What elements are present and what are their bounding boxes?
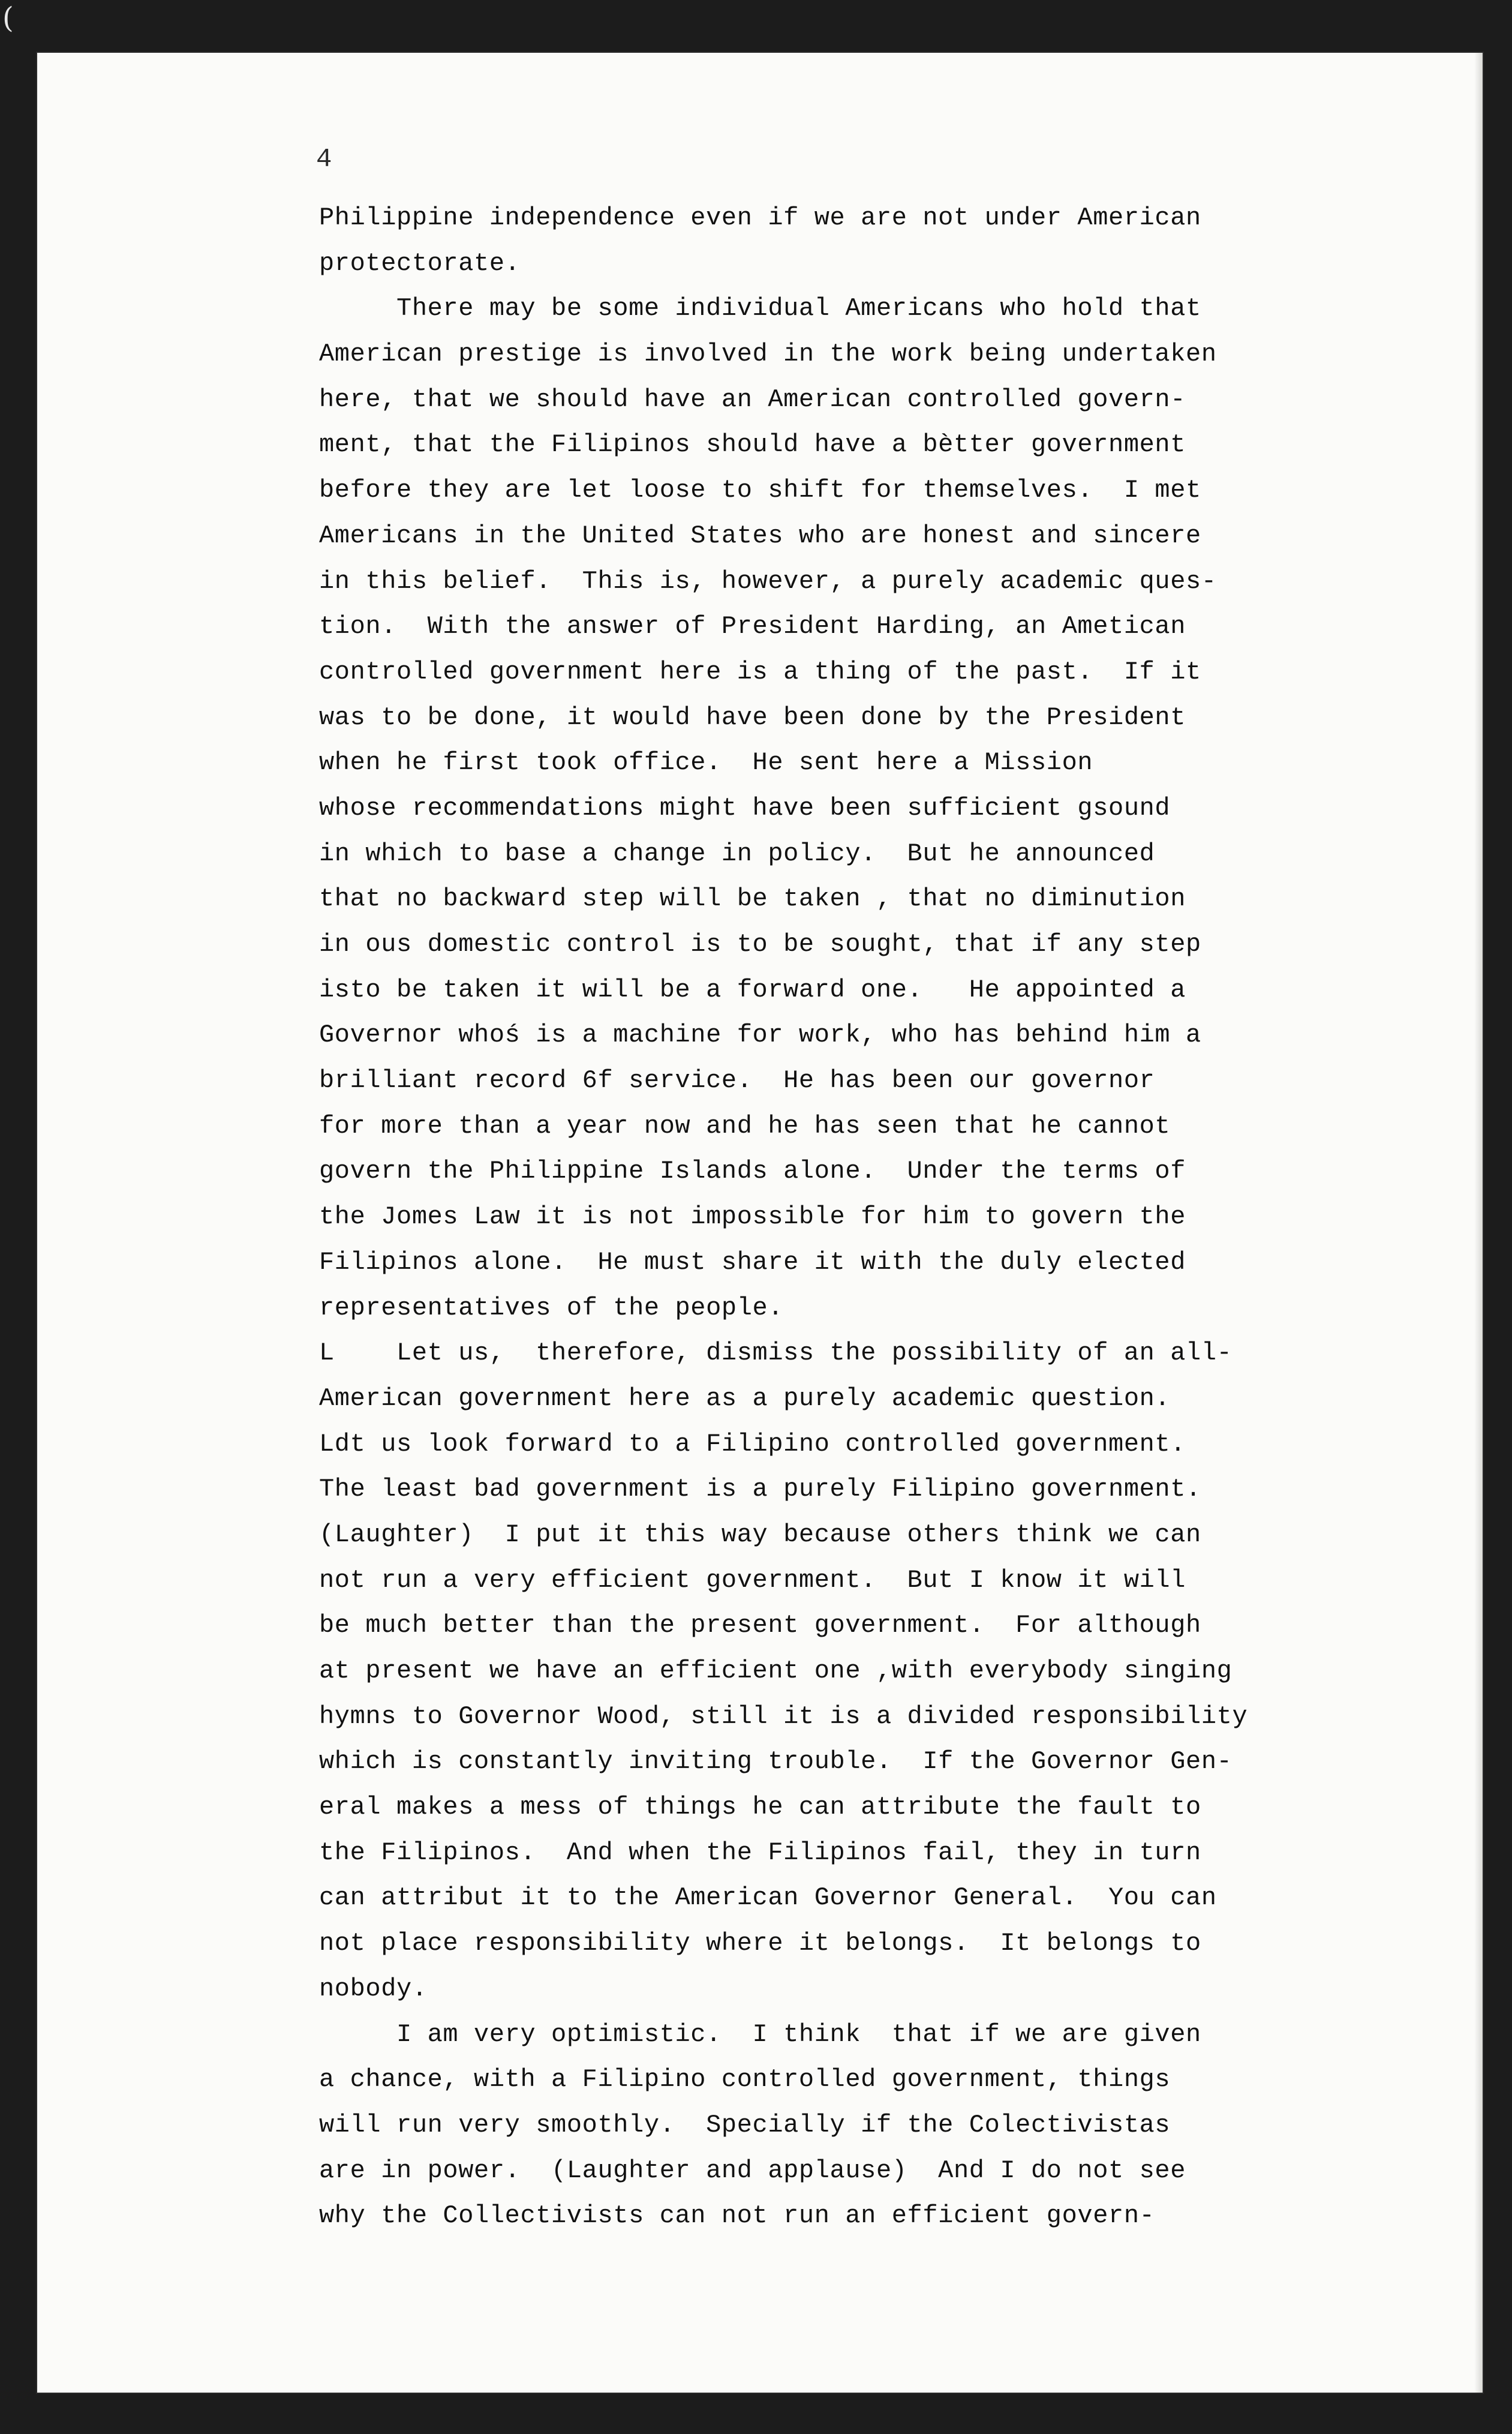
text-line: (Laughter) I put it this way because others think we can (319, 1520, 1201, 1549)
text-line: when he first took office. He sent here a Mission (319, 748, 1093, 778)
text-line: hymns to Governor Wood, still it is a divided responsibility (319, 1701, 1248, 1731)
text-line: isto be taken it will be a forward one. He appointed a (319, 975, 1186, 1004)
text-line: not place responsibility where it belongs. It belongs to (319, 1929, 1201, 1958)
text-line: Ldt us look forward to a Filipino controlled government. (319, 1429, 1186, 1458)
text-line: not run a very efficient government. But I know it will (319, 1565, 1186, 1595)
text-line: There may be some individual Americans who hold that (319, 294, 1201, 323)
text-line: are in power. (Laughter and applause) And I do not see (319, 2156, 1186, 2185)
scan-edge-mark: ( (2, 1, 14, 35)
text-line: ment, that the Filipinos should have a bètter government (319, 430, 1186, 460)
text-line: in which to base a change in policy. But he announced (319, 839, 1155, 868)
text-line: here, that we should have an American controlled govern- (319, 385, 1186, 414)
text-line: L Let us, therefore, dismiss the possibility of an all- (319, 1338, 1233, 1368)
text-line: which is constantly inviting trouble. If the Governor Gen- (319, 1747, 1233, 1776)
text-line: representatives of the people. (319, 1293, 784, 1322)
text-line: for more than a year now and he has seen that he cannot (319, 1111, 1171, 1141)
text-line: Philippine independence even if we are not under American (319, 203, 1201, 232)
text-line: brilliant record 6f service. He has been our governor (319, 1066, 1155, 1096)
text-line: in this belief. This is, however, a purely academic ques- (319, 566, 1217, 596)
text-line: Americans in the United States who are honest and sincere (319, 521, 1201, 550)
text-line: I am very optimistic. I think that if we are given (319, 2019, 1201, 2049)
page-number: 4 (316, 145, 332, 175)
text-line: The least bad government is a purely Filipino government. (319, 1475, 1201, 1504)
text-line: tion. With the answer of President Harding, an Ametican (319, 612, 1186, 641)
text-line: was to be done, it would have been done by the President (319, 703, 1186, 732)
typed-text-body (319, 196, 1303, 2239)
text-line: why the Collectivists can not run an efficient govern- (319, 2201, 1155, 2231)
text-line: a chance, with a Filipino controlled government, things (319, 2065, 1171, 2094)
text-line: in ous domestic control is to be sought, that if any step (319, 930, 1201, 959)
text-line: at present we have an efficient one ,with everybody singing (319, 1656, 1233, 1685)
text-line: before they are let loose to shift for themselves. I met (319, 476, 1201, 505)
text-line: controlled government here is a thing of the past. If it (319, 657, 1201, 686)
text-line: the Jomes Law it is not impossible for him to govern the (319, 1202, 1186, 1232)
text-line: can attribut it to the American Governor General. You can (319, 1883, 1217, 1913)
text-line: eral makes a mess of things he can attribute the fault to (319, 1793, 1201, 1822)
text-line: whose recommendations might have been sufficient gsound (319, 793, 1171, 823)
text-line: Governor whoś is a machine for work, who has behind him a (319, 1021, 1201, 1050)
text-line: nobody. (319, 1974, 428, 2003)
text-line: be much better than the present government. For although (319, 1611, 1201, 1640)
text-line: the Filipinos. And when the Filipinos fail, they in turn (319, 1838, 1201, 1867)
text-line: American prestige is involved in the work being undertaken (319, 340, 1217, 369)
text-line: protectorate. (319, 248, 521, 278)
text-line: American government here as a purely academic question. (319, 1383, 1171, 1413)
text-line: that no backward step will be taken , that no diminution (319, 884, 1186, 914)
document-page (37, 53, 1483, 2393)
text-line: will run very smoothly. Specially if the Colectivistas (319, 2110, 1171, 2139)
text-line: Filipinos alone. He must share it with the duly elected (319, 1247, 1186, 1277)
page-edge-shadow (1474, 53, 1483, 2393)
text-line: govern the Philippine Islands alone. Under the terms of (319, 1157, 1186, 1186)
